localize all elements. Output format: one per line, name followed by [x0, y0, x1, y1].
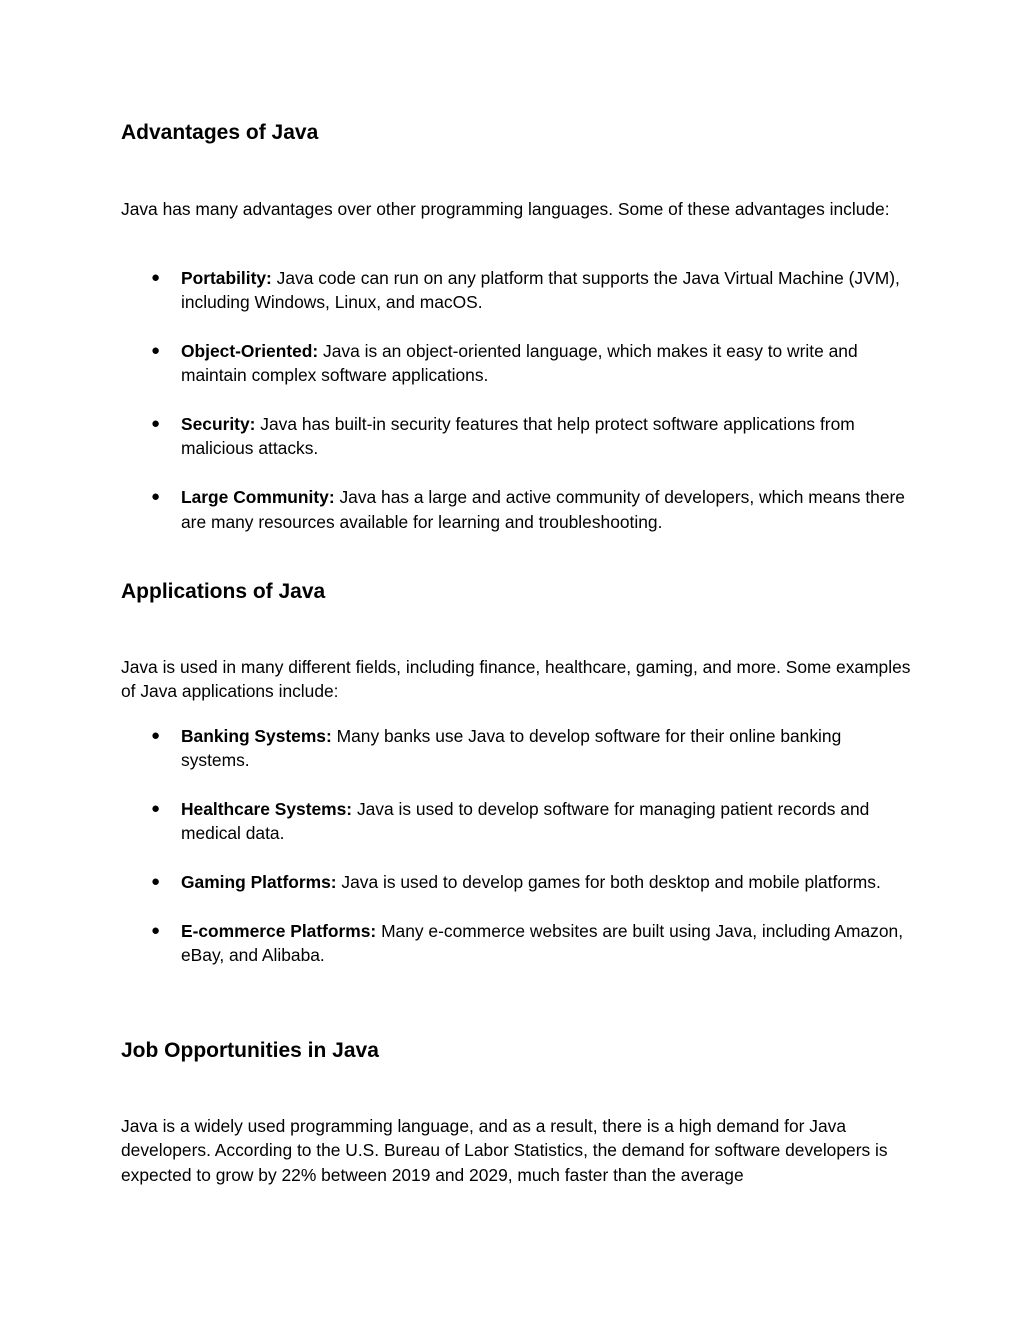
bullet-text: Java is used to develop software for managing patient records and medical data.: [181, 799, 870, 844]
bullet-icon: ●: [151, 727, 161, 744]
section-heading-applications: Applications of Java: [121, 580, 326, 603]
bullet-term: Portability:: [181, 268, 272, 288]
list-item: [121, 339, 911, 388]
bullet-term: Gaming Platforms:: [181, 872, 337, 893]
section-heading-advantages: Advantages of Java: [121, 121, 319, 144]
list-item: [121, 919, 911, 968]
list-item: [121, 412, 911, 461]
bullet-text: Many banks use Java to develop software for their online banking systems.: [181, 726, 842, 771]
list-item: [121, 870, 911, 894]
applications-list: [121, 724, 911, 968]
list-item: [121, 485, 911, 534]
bullet-icon: ●: [151, 921, 161, 939]
bullet-text: Many e-commerce websites are built using Java, including Amazon, eBay, and Alibaba.: [181, 920, 904, 966]
bullet-text: Java is used to develop games for both desktop and mobile platforms.: [336, 872, 881, 893]
bullet-term: E-commerce Platforms:: [181, 920, 377, 941]
bullet-term: Security:: [181, 414, 256, 435]
bullet-text: Java code can run on any platform that supports the Java Virtual Machine (JVM), including Windows, Linux, and macOS.: [181, 268, 900, 313]
bullet-text: Java has built-in security features that help protect software applications from malicious attacks.: [181, 414, 855, 459]
section-intro-advantages: Java has many advantages over other programming languages. Some of these advantages include:: [121, 199, 890, 219]
list-item: [121, 266, 911, 315]
bullet-icon: ●: [151, 873, 161, 891]
bullet-icon: ●: [151, 800, 161, 818]
bullet-term: Healthcare Systems:: [181, 799, 353, 820]
advantages-list: [121, 266, 911, 534]
bullet-text: Java has a large and active community of developers, which means there are many resources available for learning and troubleshooting.: [181, 487, 905, 532]
bullet-text: Java is an object-oriented language, which makes it easy to write and maintain complex software applications.: [181, 341, 858, 386]
bullet-icon: ●: [151, 415, 161, 433]
section-intro-applications: Java is used in many different fields, including finance, healthcare, gaming, and more. Some examples of Java applications include:: [121, 657, 911, 702]
bullet-term: Object-Oriented:: [181, 341, 319, 362]
bullet-icon: ●: [151, 342, 161, 360]
section-intro-jobs: Java is a widely used programming language, and as a result, there is a high demand for Java developers. According to the U.S. Bureau of Labor Statistics, the demand for software developers is expected to grow by 22% between 2019 and 2029, much faster than the average: [121, 1116, 888, 1185]
list-item: [121, 724, 911, 773]
bullet-term: Banking Systems:: [181, 726, 332, 746]
bullet-icon: ●: [151, 488, 161, 506]
bullet-term: Large Community:: [181, 487, 335, 508]
list-item: [121, 797, 911, 846]
bullet-icon: ●: [151, 269, 161, 286]
section-heading-jobs: Job Opportunities in Java: [121, 1039, 379, 1062]
